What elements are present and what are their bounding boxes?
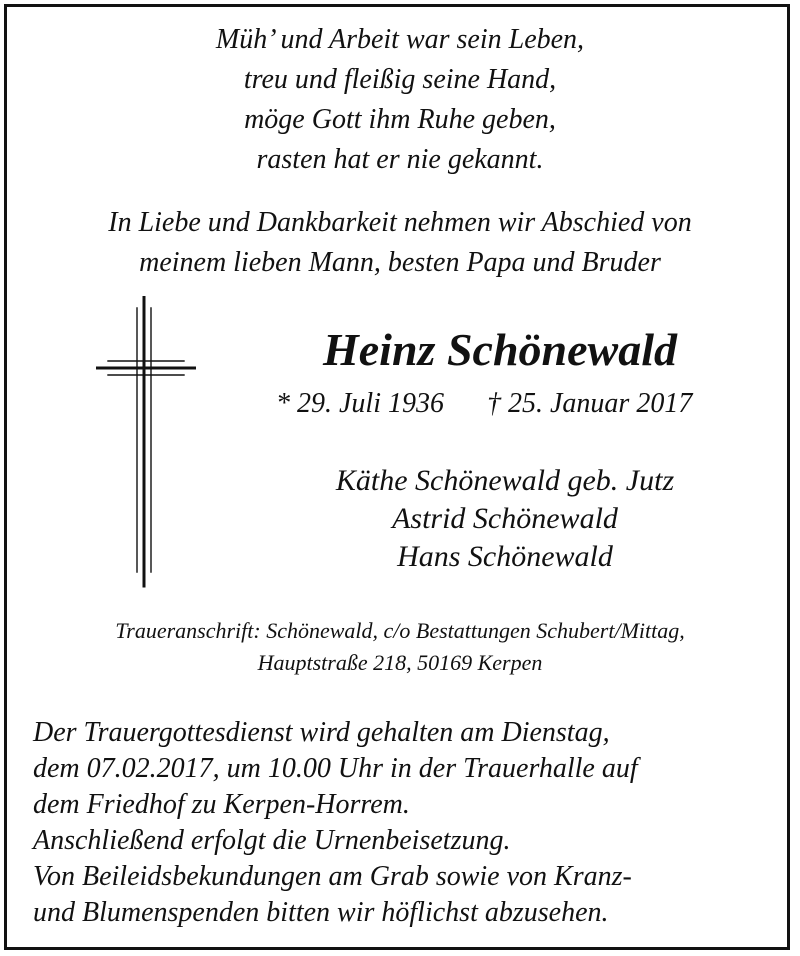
mourner-name: Hans Schönewald <box>397 540 613 573</box>
intro-line: meinem lieben Mann, besten Papa und Bruder <box>139 247 661 278</box>
cross-icon <box>96 296 196 588</box>
service-details <box>33 715 793 931</box>
service-line: und Blumenspenden bitten wir höflichst abzusehen. <box>33 897 609 928</box>
poem-line: möge Gott ihm Ruhe geben, <box>244 104 556 135</box>
life-dates <box>276 386 736 422</box>
intro-line: In Liebe und Dankbarkeit nehmen wir Abschied von <box>108 207 692 238</box>
service-line: dem 07.02.2017, um 10.00 Uhr in der Trauerhalle auf <box>33 753 638 784</box>
poem-line: Müh’ und Arbeit war sein Leben, <box>215 24 585 55</box>
service-line: Von Beileidsbekundungen am Grab sowie von Kranz- <box>33 861 632 892</box>
mourning-address <box>0 615 800 679</box>
birth-date: * 29. Juli 1936 <box>276 388 444 419</box>
poem-line: rasten hat er nie gekannt. <box>256 144 544 175</box>
death-date: † 25. Januar 2017 <box>487 388 693 419</box>
address-line: Hauptstraße 218, 50169 Kerpen <box>257 650 543 675</box>
service-line: Anschließend erfolgt die Urnenbeisetzung. <box>33 825 511 856</box>
farewell-intro <box>0 203 800 283</box>
service-line: Der Trauergottesdienst wird gehalten am Dienstag, <box>33 717 610 748</box>
mourner-name: Astrid Schönewald <box>392 502 618 535</box>
service-line: dem Friedhof zu Kerpen-Horrem. <box>33 789 410 820</box>
address-line: Traueranschrift: Schönewald, c/o Bestattungen Schubert/Mittag, <box>115 618 685 643</box>
mourners-list <box>250 462 760 576</box>
mourner-name: Käthe Schönewald geb. Jutz <box>335 464 675 497</box>
poem-line: treu und fleißig seine Hand, <box>243 64 557 95</box>
memorial-poem <box>0 20 800 180</box>
deceased-name: Heinz Schönewald <box>322 324 677 375</box>
